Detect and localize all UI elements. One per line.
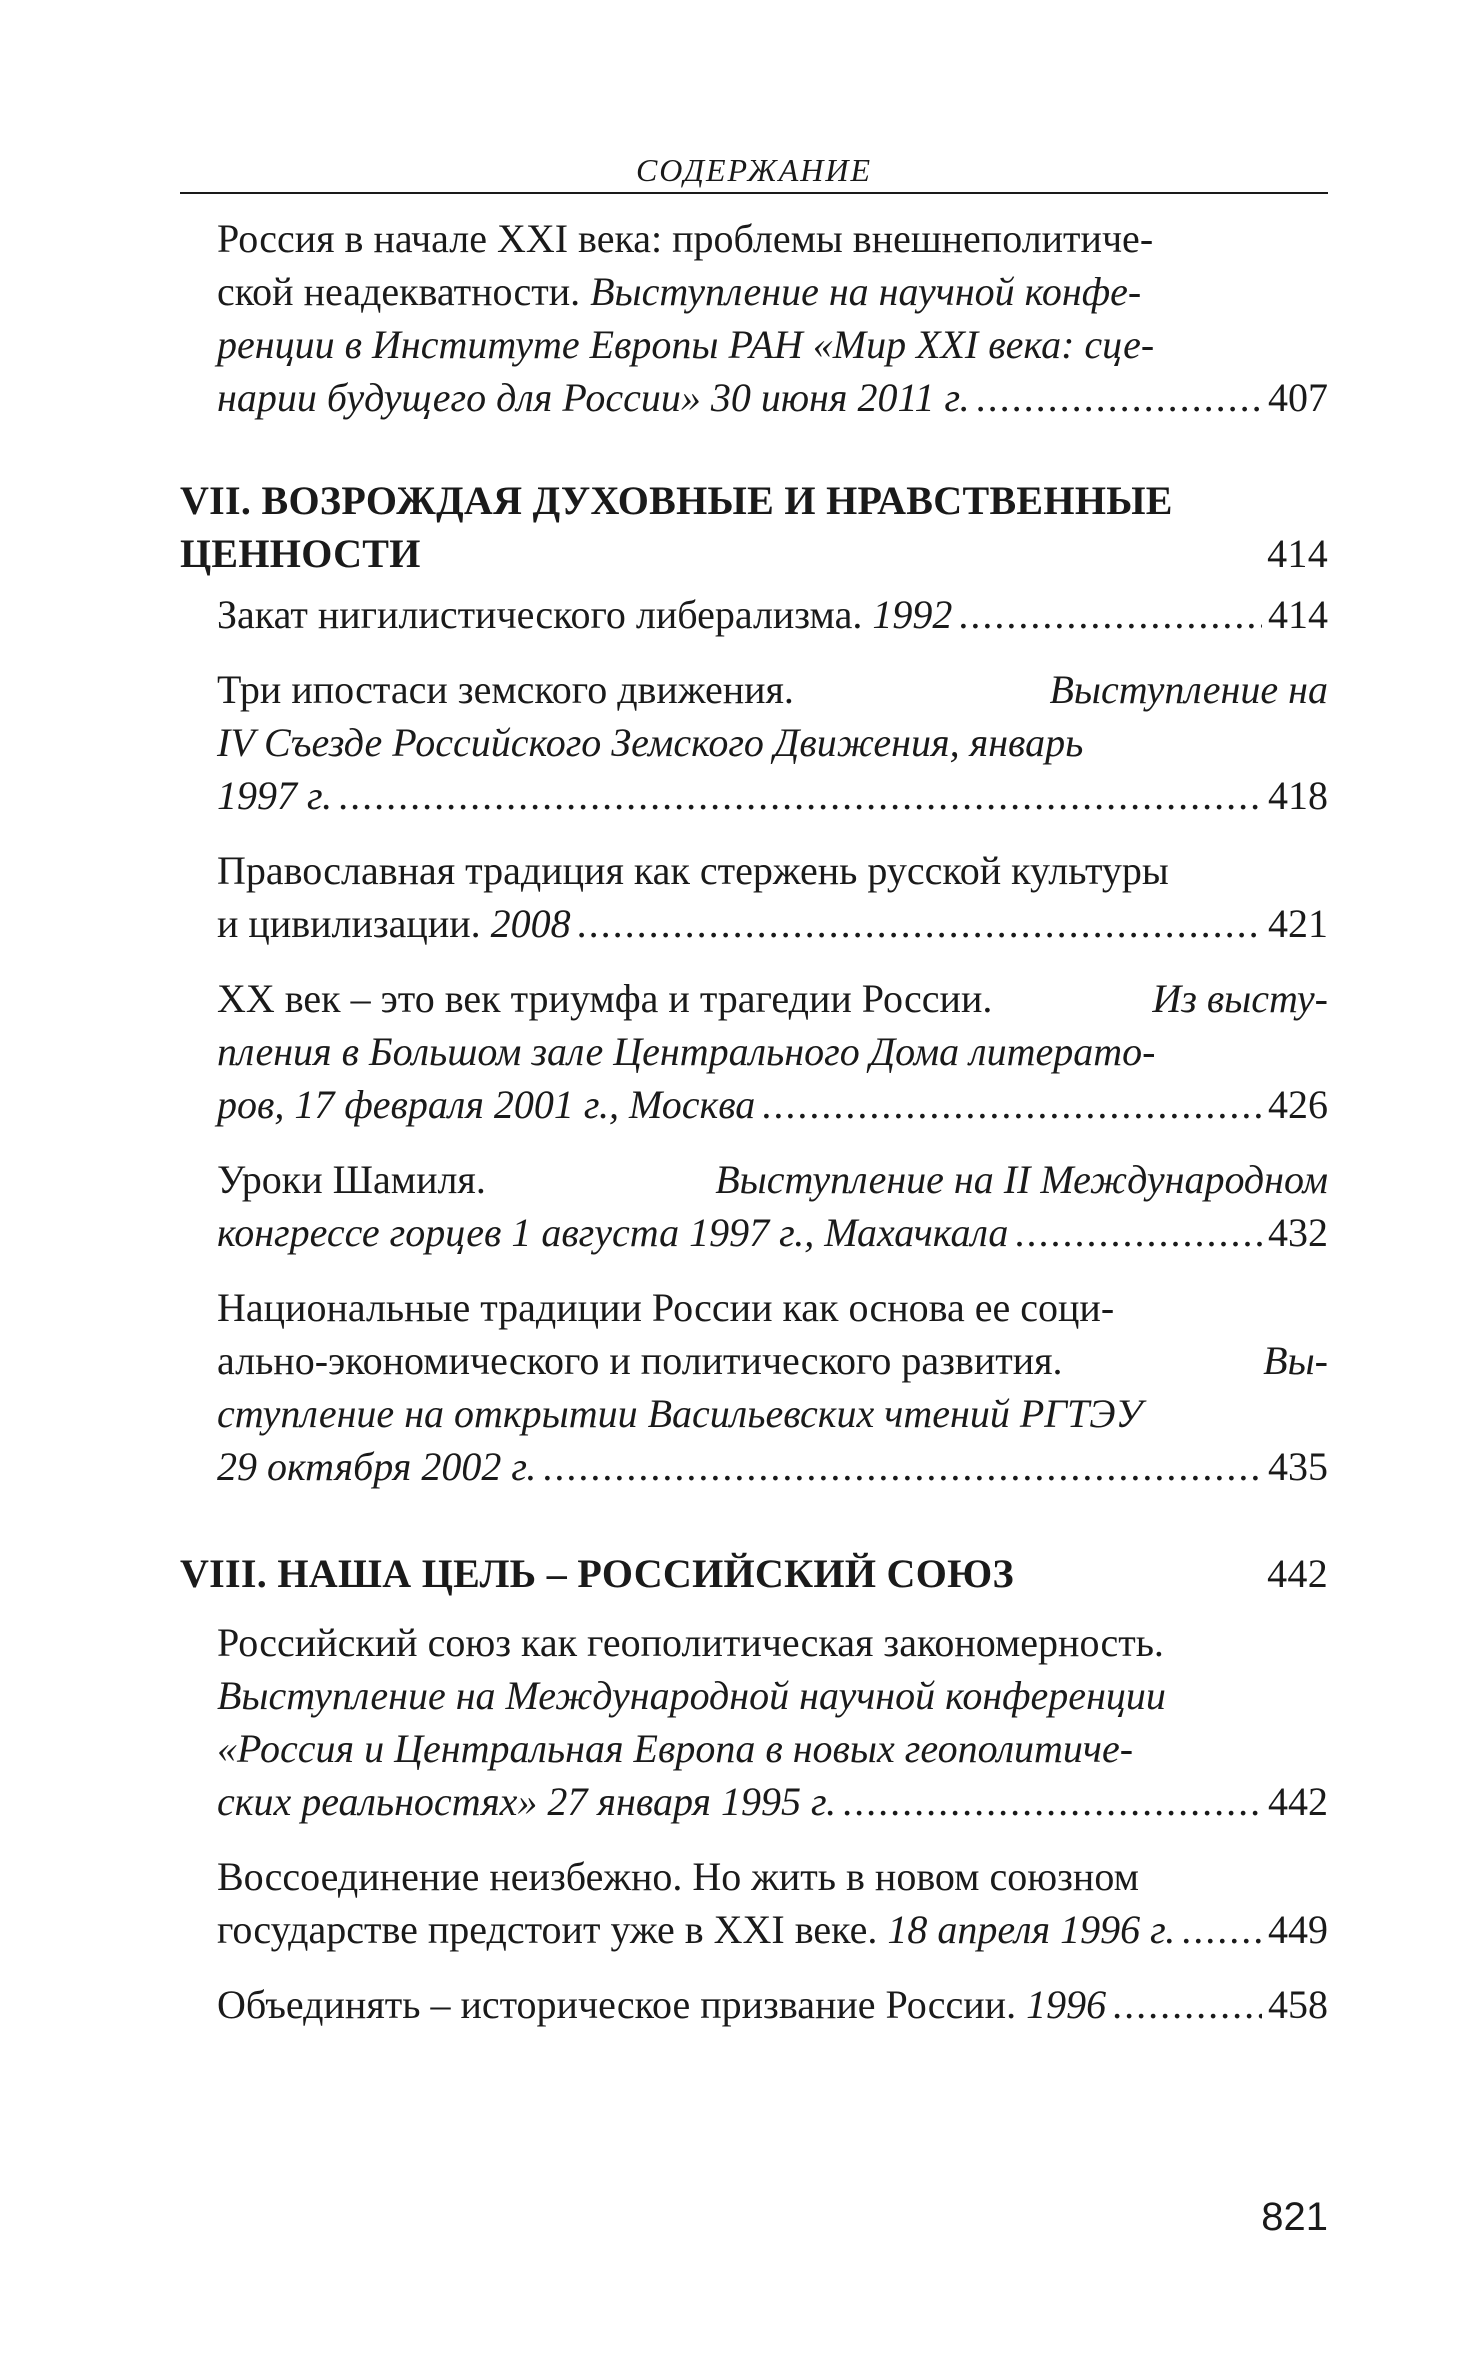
- entry-note: Выступление на научной конфе-: [590, 269, 1142, 314]
- toc-leader-line: [180, 527, 1328, 580]
- toc-leader-line: [217, 371, 1328, 424]
- entry-title: Уроки Шамиля.: [217, 1157, 486, 1202]
- toc-entry-line: [217, 972, 1328, 1025]
- section-title-line: VII. ВОЗРОЖДАЯ ДУХОВНЫЕ И НРАВСТВЕННЫЕ: [180, 478, 1173, 523]
- entry-note: пления в Большом зале Центрального Дома литерато-: [217, 1029, 1156, 1074]
- entry-note: 2008: [490, 901, 571, 946]
- page-number: 449: [1268, 1907, 1328, 1952]
- entry-note: 18 апреля 1996 г.: [887, 1907, 1176, 1952]
- toc-entry-458: [217, 1978, 1328, 2031]
- page-number: 442: [1268, 1779, 1328, 1824]
- entry-note: ров, 17 февраля 2001 г., Москва: [217, 1082, 756, 1127]
- section-title-line: VIII. НАША ЦЕЛЬ – РОССИЙСКИЙ СОЮЗ: [180, 1551, 1014, 1596]
- entry-title: государстве предстоит уже в XXI веке.: [217, 1907, 878, 1952]
- entry-note: 1996: [1026, 1982, 1107, 2027]
- page-number: 426: [1268, 1082, 1328, 1127]
- entry-note: конгрессе горцев 1 августа 1997 г., Махачкала: [217, 1210, 1009, 1255]
- running-head: СОДЕРЖАНИЕ: [180, 150, 1328, 194]
- entry-note: Выступление на II Международном: [715, 1157, 1328, 1202]
- entry-note: Вы-: [1263, 1338, 1328, 1383]
- entry-title: Воссоединение неизбежно. Но жить в новом союзном: [217, 1854, 1139, 1899]
- entry-note: Выступление на Международной научной конференции: [217, 1673, 1166, 1718]
- toc-leader-line: [217, 588, 1328, 641]
- toc-leader-line: [217, 769, 1328, 822]
- entry-title: Объединять – историческое призвание России.: [217, 1982, 1017, 2027]
- page-number: 458: [1268, 1982, 1328, 2027]
- toc-entry-line: [217, 663, 1328, 716]
- toc-page: [180, 150, 1328, 2031]
- toc-entry-line: [217, 212, 1328, 265]
- entry-title: и цивилизации.: [217, 901, 481, 946]
- toc-leader-line: [217, 1206, 1328, 1259]
- page-number: 418: [1268, 773, 1328, 818]
- page-number: 432: [1268, 1210, 1328, 1255]
- entry-title: Три ипостаси земского движения.: [217, 667, 794, 712]
- dot-leader: [577, 897, 1262, 950]
- toc-leader-line: [217, 1078, 1328, 1131]
- section-heading-viii: [180, 1547, 1328, 1600]
- dot-leader: [761, 1078, 1262, 1131]
- page-number: 421: [1268, 901, 1328, 946]
- toc-leader-line: [217, 1903, 1328, 1956]
- entry-note: ступление на открытии Васильевских чтений РГТЭУ: [217, 1391, 1143, 1436]
- dot-leader: [338, 769, 1262, 822]
- toc-entry-line: [217, 1334, 1328, 1387]
- entry-title: Закат нигилистического либерализма.: [217, 592, 863, 637]
- toc-entry-426: [217, 972, 1328, 1131]
- toc-entry-449: [217, 1850, 1328, 1956]
- page-number: 435: [1268, 1444, 1328, 1489]
- entry-note: 29 октября 2002 г.: [217, 1444, 537, 1489]
- page-number: 414: [1268, 592, 1328, 637]
- entry-note: Выступление на: [1049, 667, 1328, 712]
- dot-leader: [1112, 1978, 1262, 2031]
- entry-title: Православная традиция как стержень русской культуры: [217, 848, 1169, 893]
- dot-leader: [542, 1440, 1262, 1493]
- entry-title: Российский союз как геополитическая закономерность.: [217, 1620, 1164, 1665]
- section-title-line: ЦЕННОСТИ: [180, 531, 421, 576]
- toc-entry-line: [217, 1153, 1328, 1206]
- dot-leader: [958, 588, 1262, 641]
- page-folio: 821: [1261, 2195, 1328, 2239]
- entry-title: XX век – это век триумфа и трагедии России.: [217, 976, 993, 1021]
- dot-leader: [1181, 1903, 1262, 1956]
- toc-entry-407: [217, 212, 1328, 424]
- entry-note: нарии будущего для России» 30 июня 2011 г.: [217, 375, 970, 420]
- toc-entry-435: [217, 1281, 1328, 1493]
- toc-entry-line: [217, 265, 1328, 318]
- entry-title: ской неадекватности.: [217, 269, 581, 314]
- toc-entry-421: [217, 844, 1328, 950]
- entry-note: ских реальностях» 27 января 1995 г.: [217, 1779, 837, 1824]
- entry-note: «Россия и Центральная Европа в новых геополитиче-: [217, 1726, 1134, 1771]
- toc-leader-line: [217, 1440, 1328, 1493]
- entry-title: ально-экономического и политического развития.: [217, 1338, 1063, 1383]
- page-number: 442: [1267, 1551, 1328, 1596]
- toc-leader-line: [217, 897, 1328, 950]
- dot-leader: [842, 1775, 1262, 1828]
- toc-entry-418: [217, 663, 1328, 822]
- toc-entry-414: [217, 588, 1328, 641]
- entry-title: Россия в начале XXI века: проблемы внешнеполитиче-: [217, 216, 1154, 261]
- entry-note: 1992: [872, 592, 953, 637]
- entry-title: Национальные традиции России как основа ее соци-: [217, 1285, 1115, 1330]
- dot-leader: [976, 371, 1262, 424]
- entry-note: Из высту-: [1152, 976, 1328, 1021]
- toc-leader-line: [180, 1547, 1328, 1600]
- dot-leader: [1014, 1206, 1262, 1259]
- entry-note: IV Съезде Российского Земского Движения, январь: [217, 720, 1084, 765]
- toc-leader-line: [217, 1978, 1328, 2031]
- page-number: 407: [1268, 375, 1328, 420]
- page-number: 414: [1267, 531, 1328, 576]
- toc-entry-432: [217, 1153, 1328, 1259]
- toc-leader-line: [217, 1775, 1328, 1828]
- section-heading-vii: [180, 474, 1328, 580]
- entry-note: 1997 г.: [217, 773, 333, 818]
- entry-note: ренции в Институте Европы РАН «Мир XXI века: сце-: [217, 322, 1155, 367]
- toc-entry-442: [217, 1616, 1328, 1828]
